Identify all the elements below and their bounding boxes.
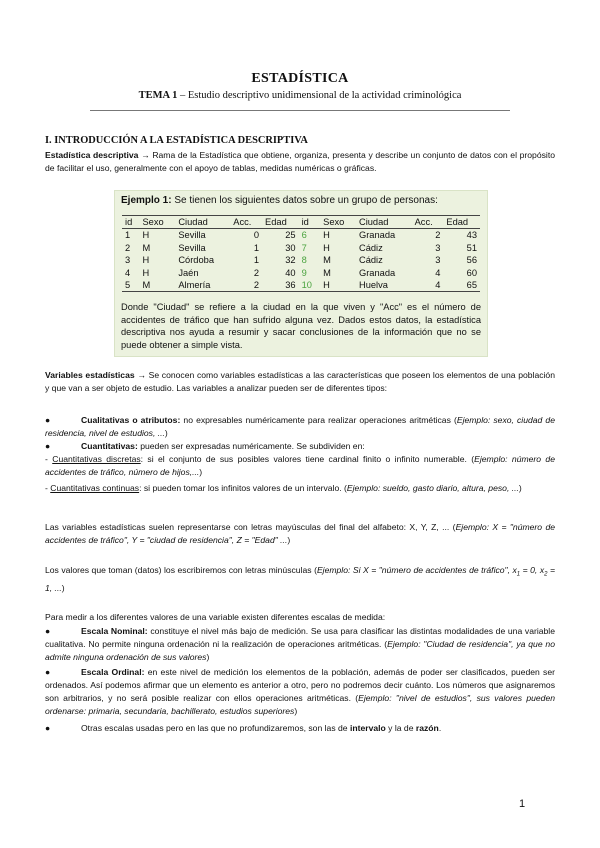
table-cell: Almería [178,280,211,291]
other-scales-end: . [438,723,442,733]
section-heading: I. INTRODUCCIÓN A LA ESTADÍSTICA DESCRIPTIVA [45,135,308,146]
table-row [122,254,480,266]
ordinal-term: Escala Ordinal: [81,667,145,677]
table-cell: 2 [253,280,260,291]
scales-intro: Para medir a los diferentes valores de una variable existen diferentes escalas de medida: [45,612,386,622]
table-cell: H [142,267,150,278]
table-cell: 60 [466,267,477,278]
table-cell: H [323,280,330,291]
subtitle-topic: TEMA 1 [138,90,178,101]
bullet-nominal [45,625,555,664]
table-cell: 43 [466,230,477,241]
continuas-paragraph [45,482,555,495]
cualitativas-close: ) [164,428,168,438]
table-header-cell: Edad [446,217,469,227]
discretas-text: : si el conjunto de sus posibles valores tiene cardinal finito o infinito numerable. ( [140,454,475,464]
bullet-icon: ● [45,441,51,451]
variables-text: → Se conocen como variables estadísticas a las características que poseen los elementos de una población y que van a ser objeto de estudio. Las variables a analizar pueden ser de diferentes tipos: [45,370,555,393]
other-scales-mid: y la de [385,723,416,733]
other-scales-text: Otras escalas usadas pero en las que no profundizaremos, son las de [81,723,350,733]
table-cell: 25 [285,230,296,241]
variables-term: Variables estadísticas [45,370,135,380]
table-cell: Cádiz [358,255,383,266]
continuas-text: : si pueden tomar los infinitos valores de un intervalo. ( [139,483,347,493]
table-cell: 40 [285,267,296,278]
table-row [122,267,480,279]
discretas-term: Cuantitativas discretas [52,454,141,464]
table-cell: 1 [125,230,131,241]
discretas-paragraph [45,453,555,479]
table-cell: 56 [466,255,477,266]
notation1-text: Las variables estadísticas suelen representarse con letras mayúsculas del final del alfabeto: X, Y, Z, ... ( [45,522,456,532]
subscript-2: 2 [544,571,548,578]
example-note: Donde "Ciudad" se refiere a la ciudad en la que viven y "Acc" es el número de accidentes de tráfico que han sufrido alguna vez. Dados estos datos, la estadística descriptiva nos ayuda a resumir y sacar conclusiones de la información que no se puede obtener a simple vista. [121,302,481,350]
example-table-body [122,229,480,292]
discretas-prefix: - [45,454,53,464]
table-cell: Sevilla [178,230,206,241]
table-header-cell: Acc. [233,217,252,227]
example-box [114,190,488,357]
table-cell: Jaén [178,267,199,278]
table-cell: H [142,230,150,241]
header-divider [90,110,510,111]
table-header-cell: Sexo [323,217,345,227]
nominal-term: Escala Nominal: [81,626,148,636]
example-heading [121,195,438,206]
continuas-term: Cuantitativas continuas [50,483,140,493]
cualitativas-text: no expresables numéricamente para realizar operaciones aritméticas ( [180,415,457,425]
cuantitativas-term: Cuantitativas: [81,441,138,451]
table-cell: H [323,242,330,253]
table-cell: H [142,255,150,266]
table-cell: 3 [435,242,441,253]
table-cell: 7 [301,242,307,253]
table-cell: M [323,255,331,266]
table-cell: 2 [435,230,441,241]
table-header-cell: id [125,217,133,227]
table-cell: M [323,267,331,278]
table-cell: 2 [253,267,260,278]
table-cell: 10 [301,280,312,291]
continuas-prefix: - [45,483,51,493]
table-cell: M [142,280,151,291]
table-cell: 5 [125,280,131,291]
table-cell: 1 [253,242,260,253]
table-cell: 4 [125,267,131,278]
scale-intervalo: intervalo [349,723,386,733]
notation1-example: Ejemplo: X = "número de accidentes de tráfico", Y = "ciudad de residencia", Z = "Edad" ... [45,522,556,545]
notation2-mid: = 0, x [520,565,545,575]
example-label: Ejemplo 1: [121,195,172,206]
table-header-cell: Acc. [414,217,433,227]
cuantitativas-text: pueden ser expresadas numéricamente. Se subdividen en: [137,441,365,451]
page-number: 1 [519,798,526,810]
table-cell: 30 [285,242,296,253]
bullet-ordinal [45,666,555,718]
variables-paragraph [45,369,555,395]
continuas-example: Ejemplo: sueldo, gasto diario, altura, peso, ... [346,483,519,493]
table-cell: 3 [435,255,441,266]
notation2-text: Los valores que toman (datos) los escribiremos con letras minúsculas ( [45,565,317,575]
notation2-example-text: Ejemplo: Si X = "número de accidentes de tráfico", x [316,565,517,575]
notation-paragraph-2 [45,564,555,595]
cualitativas-term: Cualitativas o atributos: [81,415,181,425]
continuas-close: ) [518,483,522,493]
bullet-cualitativas [45,414,555,440]
table-cell: M [142,242,151,253]
table-row [122,242,480,254]
example-table-header [122,216,480,229]
cualitativas-example: Ejemplo: sexo, ciudad de residencia, nivel de estudios, ... [45,415,555,438]
table-cell: 4 [435,267,441,278]
table-cell: Córdoba [178,255,214,266]
table-row [122,229,480,242]
table-cell: 32 [285,255,296,266]
table-cell: 6 [301,230,307,241]
table-header-cell: Ciudad [358,217,389,227]
ordinal-text: en este nivel de medición los elementos de la población, además de poder ser clasificados, pueden ser ordenados. Así podemos afirmar que un elemento es anterior a otro, pero no podremos decir cuánto. Los números que asignaremos son arbitrarios, y no será posible realizar con ellos operaciones aritméticas. ( [45,667,555,703]
notation1-close: ) [287,535,291,545]
bullet-icon: ● [45,667,51,677]
table-cell: 2 [125,242,131,253]
table-cell: 51 [466,242,477,253]
page-title: ESTADÍSTICA [251,71,349,86]
subscript-1: 1 [516,571,521,578]
table-header-cell: Edad [265,217,287,227]
table-cell: Sevilla [178,242,206,253]
table-cell: Huelva [358,280,388,291]
table-header-cell: id [301,217,309,227]
bullet-icon: ● [45,723,51,733]
example-table [122,215,480,292]
table-cell: Granada [358,267,396,278]
subtitle-description: – Estudio descriptivo unidimensional de la actividad criminológica [177,90,462,101]
table-cell: 8 [301,255,307,266]
definition-paragraph [45,149,555,175]
table-cell: 3 [125,255,131,266]
table-cell: Granada [358,230,396,241]
table-cell: Cádiz [358,242,383,253]
discretas-close: ) [199,467,203,477]
page-subtitle [0,90,600,101]
table-cell: 36 [285,280,296,291]
table-header-cell: Sexo [142,217,164,227]
nominal-example: Ejemplo: "Ciudad de residencia", ya que no admite ninguna ordenación de sus valores [45,639,555,662]
definition-text: → Rama de la Estadística que obtiene, organiza, presenta y describe un conjunto de datos con el propósito de facilitar el uso, generalmente con el apoyo de tablas, medidas numéricas o gráficas. [45,150,555,173]
table-cell: H [323,230,330,241]
nominal-text: constituye el nivel más bajo de medición. Se usa para clasificar las distintas modalidades de una variable cualitativa. No permite ninguna ordenación ni la realización de operaciones aritméticas. ( [45,626,555,649]
notation-paragraph-1 [45,521,555,547]
notation2-close: ) [61,582,65,593]
table-cell: 4 [435,280,441,291]
table-cell: 65 [466,280,477,291]
bullet-cuantitativas [45,440,555,453]
ordinal-example: Ejemplo: "nivel de estudios", sus valores pueden ordenarse: primaria, secundaria, bachillerato, estudios superiores [45,693,555,716]
table-header-cell: Ciudad [178,217,208,227]
table-row [122,279,480,292]
bullet-icon: ● [45,415,51,425]
bullet-icon: ● [45,626,51,636]
nominal-close: ) [206,652,210,662]
definition-term: Estadística descriptiva [45,150,139,160]
discretas-example: Ejemplo: número de accidentes de tráfico, número de hijos,... [45,454,555,477]
bullet-other-scales [45,722,555,735]
notation2-end: = 1, ... [45,565,555,593]
table-cell: 9 [301,267,307,278]
ordinal-close: ) [294,706,298,716]
example-intro: Se tienen los siguientes datos sobre un grupo de personas: [171,195,438,206]
table-cell: 1 [253,255,260,266]
scale-razon: razón [415,723,439,733]
table-cell: 0 [253,230,260,241]
